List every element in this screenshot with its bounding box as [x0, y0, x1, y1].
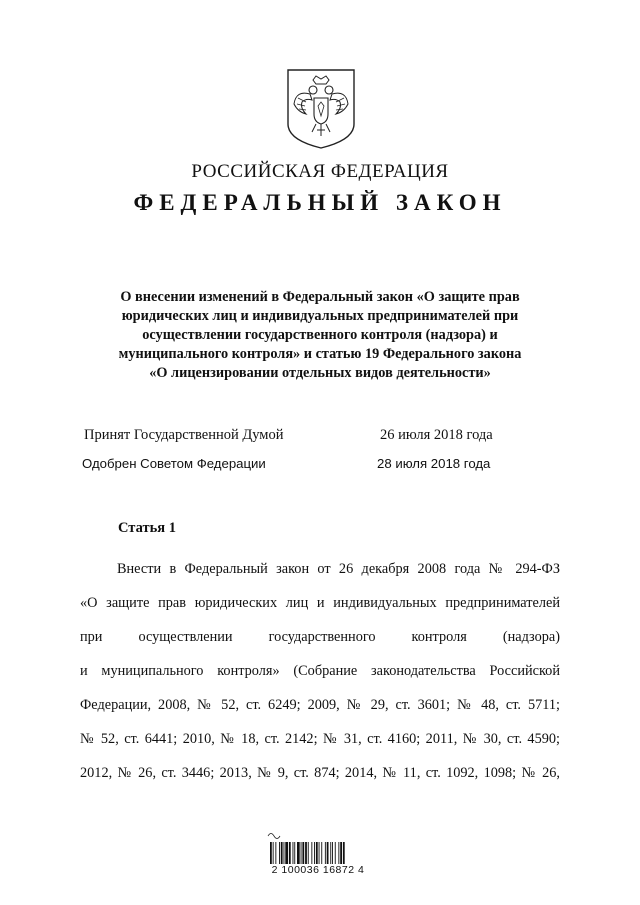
article-text-line: № 52, ст. 6441; 2010, № 18, ст. 2142; № 31, ст. 4160; 2011, № 30, ст. 4590; [80, 731, 560, 747]
law-title-line: муниципального контроля» и статью 19 Федерального закона [118, 346, 522, 362]
barcode-number: 2 100036 16872 4 [271, 864, 365, 876]
council-approval-date: 28 июля 2018 года [377, 456, 491, 471]
document-type: ФЕДЕРАЛЬНЫЙ ЗАКОН [133, 190, 507, 215]
article-text-line: Внести в Федеральный закон от 26 декабря 2008 года № 294-ФЗ [117, 561, 560, 577]
article-text-line: при осуществлении государственного контроля (надзора) [80, 629, 560, 645]
law-title-line: осуществлении государственного контроля (надзора) и [142, 327, 498, 343]
law-title-line: юридических лиц и индивидуальных предпринимателей при [121, 308, 519, 324]
article-heading: Статья 1 [118, 520, 176, 536]
article-text-line: Федерации, 2008, № 52, ст. 6249; 2009, № 29, ст. 3601; № 48, ст. 5711; [80, 697, 560, 713]
article-text-line: 2012, № 26, ст. 3446; 2013, № 9, ст. 874; 2014, № 11, ст. 1092, 1098; № 26, [80, 765, 560, 781]
coat-of-arms-icon [286, 68, 356, 150]
law-title [110, 288, 530, 383]
article-body [80, 552, 560, 790]
article-text-line: и муниципального контроля» (Собрание законодательства Российской [80, 663, 560, 679]
duma-adoption-date: 26 июля 2018 года [380, 427, 493, 443]
law-title-line: «О лицензировании отдельных видов деятельности» [149, 365, 491, 381]
article-text-line: «О защите прав юридических лиц и индивидуальных предпринимателей [80, 595, 560, 611]
council-approval-label: Одобрен Советом Федерации [82, 456, 266, 471]
duma-adoption-label: Принят Государственной Думой [84, 427, 284, 443]
country-name: РОССИЙСКАЯ ФЕДЕРАЦИЯ [191, 161, 449, 182]
law-title-line: О внесении изменений в Федеральный закон «О защите прав [120, 289, 520, 305]
